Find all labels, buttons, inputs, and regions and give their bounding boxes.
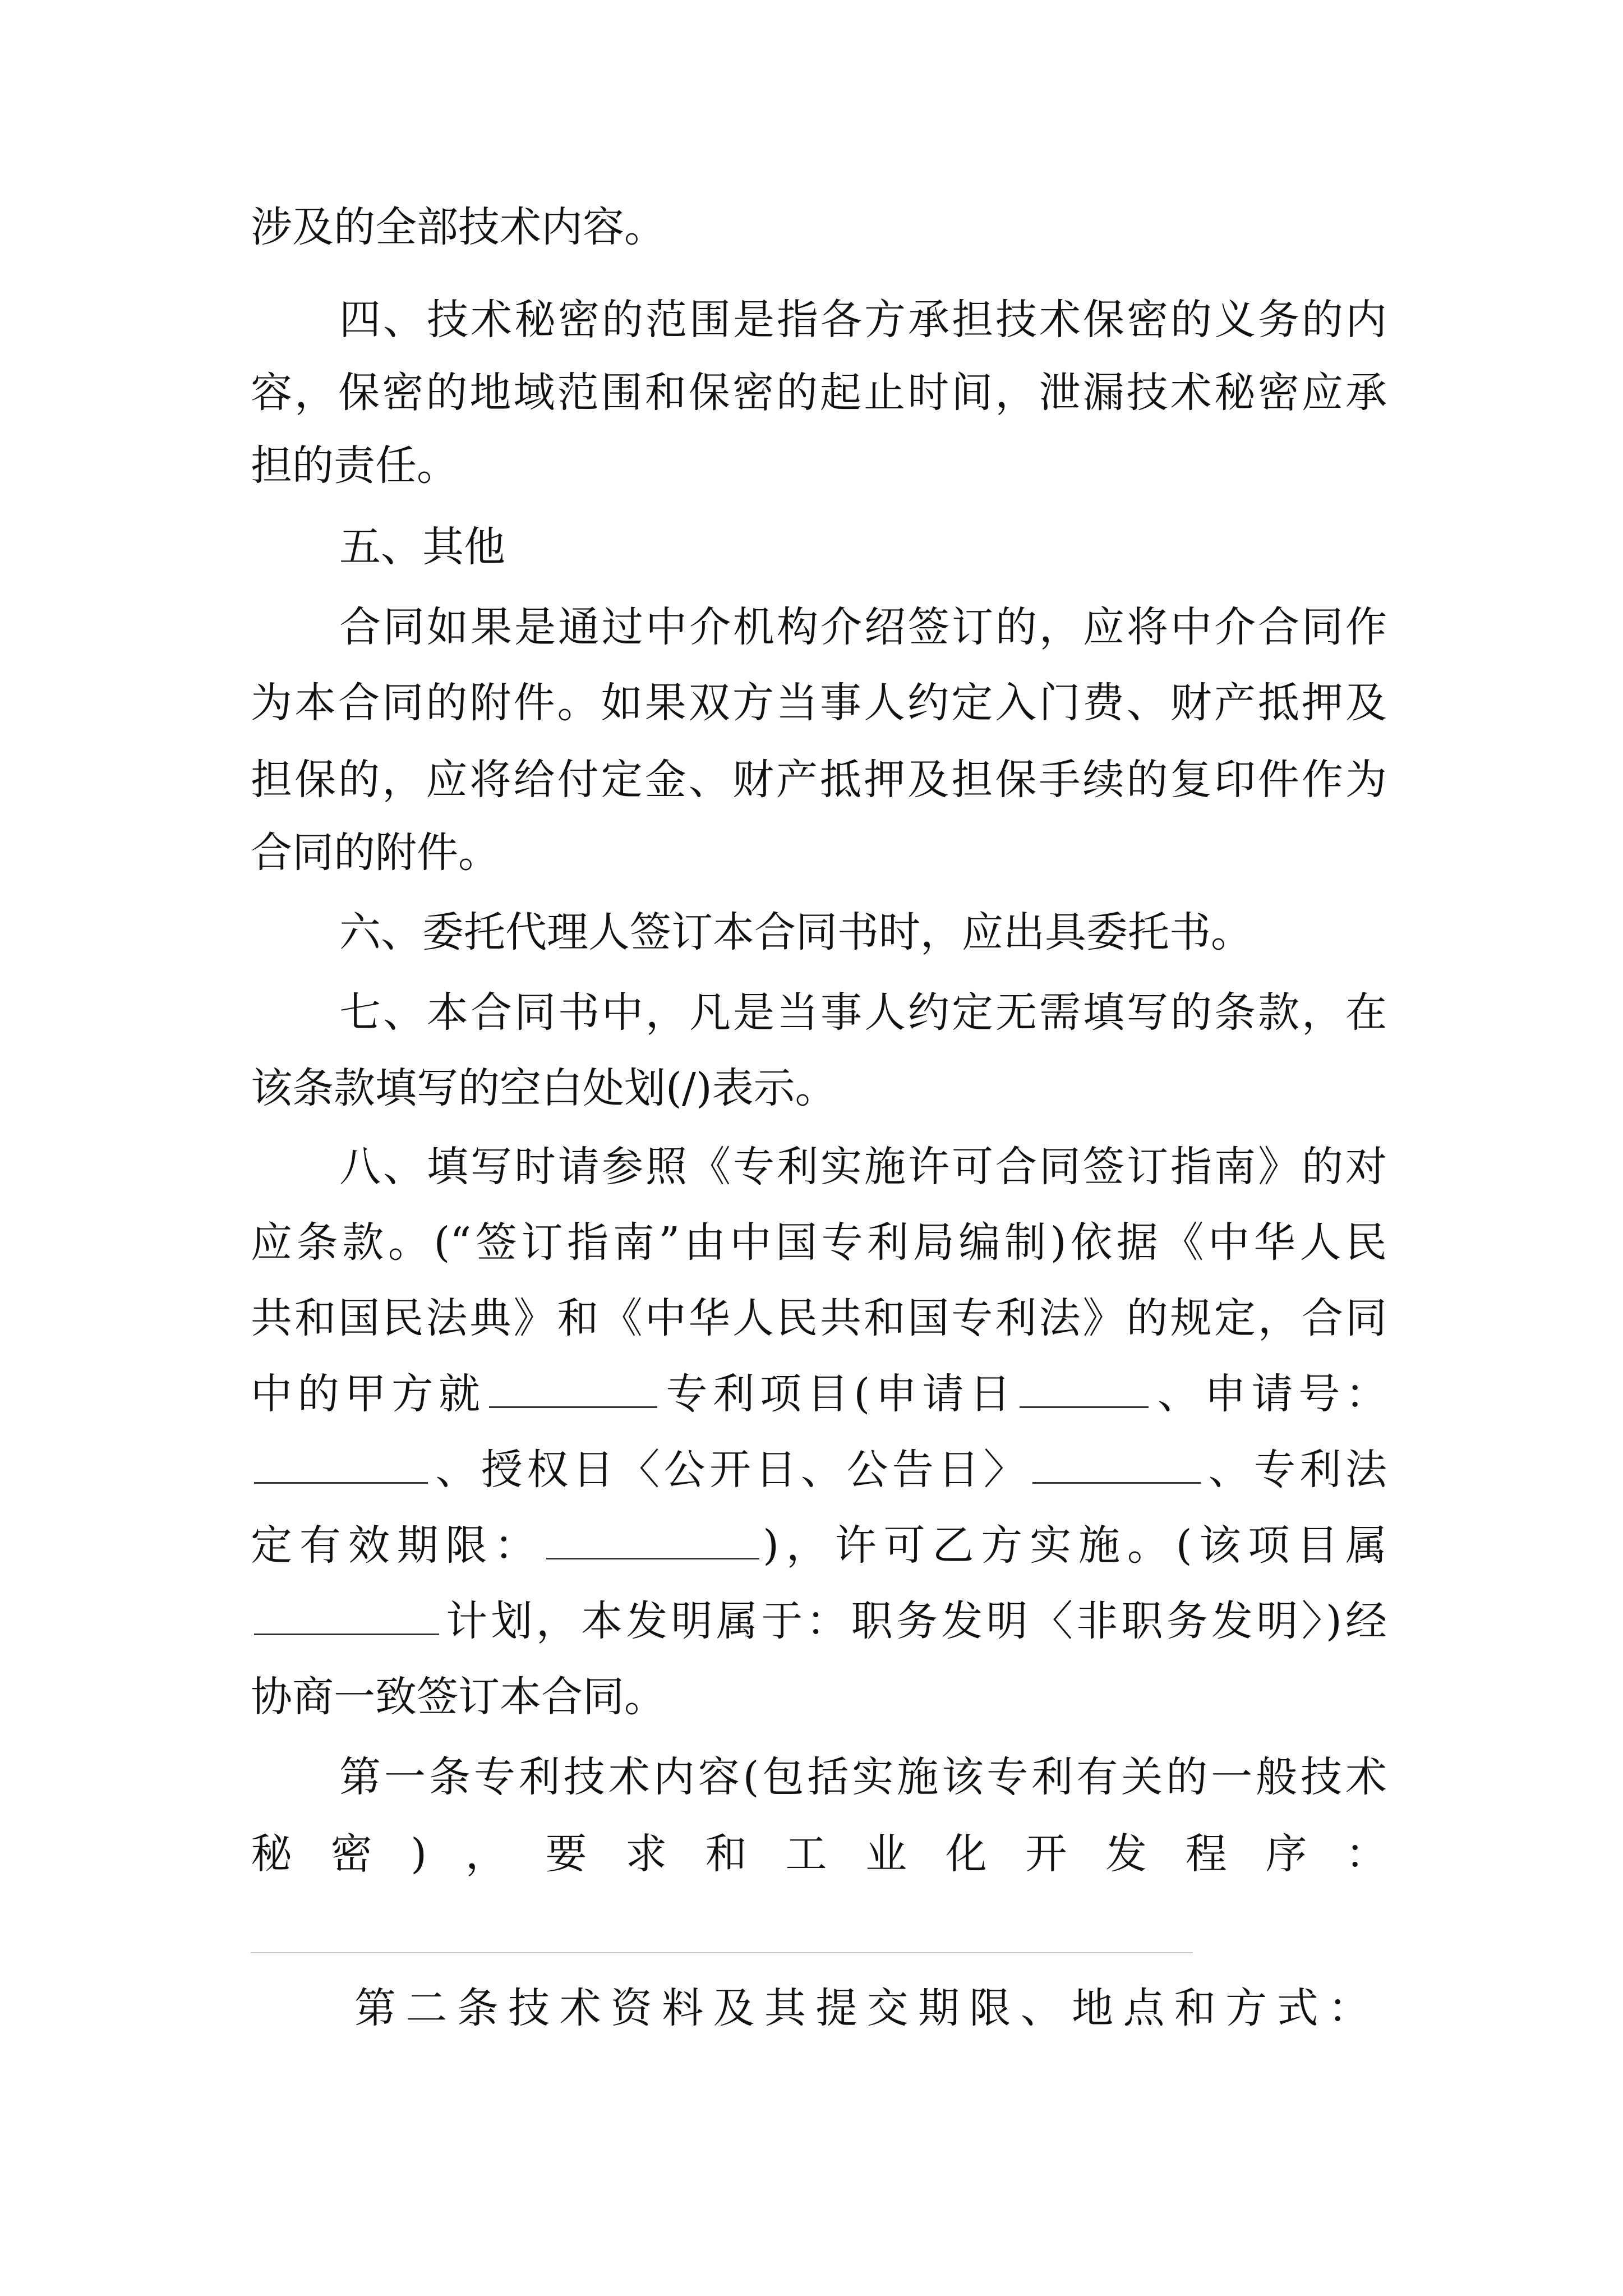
section-heading: 五、其他 bbox=[339, 523, 505, 571]
paragraph-line: 该条款填写的空白处划(/)表示。 bbox=[251, 1064, 837, 1112]
text-segment: 、专利法 bbox=[1204, 1446, 1387, 1494]
paragraph-line: 涉及的全部技术内容。 bbox=[251, 203, 666, 251]
paragraph-line: 担保的，应将给付定金、财产抵押及担保手续的复印件作为 bbox=[251, 756, 1387, 804]
fill-in-blank[interactable] bbox=[1020, 1404, 1149, 1408]
paragraph-line bbox=[251, 1517, 1387, 1573]
fill-in-blank[interactable] bbox=[1032, 1480, 1201, 1484]
paragraph-line: 应条款。(“签订指南”由中国专利局编制)依据《中华人民 bbox=[251, 1218, 1387, 1267]
text-segment: 专利项目(申请日 bbox=[660, 1370, 1017, 1418]
paragraph-line: 为本合同的附件。如果双方当事人约定入门费、财产抵押及 bbox=[251, 679, 1387, 727]
paragraph-line: 担的责任。 bbox=[251, 441, 458, 490]
article-line: 第二条技术资料及其提交期限、地点和方式： bbox=[354, 1984, 1370, 2032]
paragraph-line: 共和国民法典》和《中华人民共和国专利法》的规定，合同 bbox=[251, 1294, 1387, 1342]
text-segment: )，许可乙方实施。(该项目属 bbox=[763, 1521, 1387, 1570]
text-segment: 定有效期限： bbox=[251, 1521, 543, 1570]
fill-in-rule[interactable] bbox=[251, 1952, 1193, 1953]
paragraph-line bbox=[251, 1366, 1387, 1422]
paragraph-line bbox=[251, 1442, 1387, 1498]
paragraph-line: 协商一致签订本合同。 bbox=[251, 1673, 666, 1721]
text-segment: 、申请号： bbox=[1152, 1370, 1387, 1418]
paragraph-line: 容，保密的地域范围和保密的起止时间，泄漏技术秘密应承 bbox=[251, 369, 1387, 417]
fill-in-blank[interactable] bbox=[489, 1404, 657, 1408]
paragraph-line: 七、本合同书中，凡是当事人约定无需填写的条款，在 bbox=[339, 988, 1387, 1037]
article-line: 秘密)，要求和工业化开发程序： bbox=[251, 1830, 1387, 1878]
article-line: 第一条专利技术内容(包括实施该专利有关的一般技术 bbox=[339, 1753, 1387, 1801]
paragraph-line: 六、委托代理人签订本合同书时，应出具委托书。 bbox=[339, 908, 1252, 956]
text-segment: 、授权日〈公开日、公告日〉 bbox=[431, 1446, 1030, 1494]
fill-in-blank[interactable] bbox=[546, 1556, 759, 1559]
paragraph-line bbox=[251, 1593, 1387, 1649]
paragraph-line: 四、技术秘密的范围是指各方承担技术保密的义务的内 bbox=[339, 296, 1387, 344]
paragraph-line: 合同如果是通过中介机构介绍签订的，应将中介合同作 bbox=[339, 603, 1387, 651]
paragraph-line: 合同的附件。 bbox=[251, 829, 500, 877]
fill-in-blank[interactable] bbox=[254, 1631, 439, 1635]
text-segment: 计划，本发明属于：职务发明〈非职务发明〉)经 bbox=[442, 1597, 1387, 1645]
text-segment: 中的甲方就 bbox=[251, 1370, 486, 1418]
paragraph-line: 八、填写时请参照《专利实施许可合同签订指南》的对 bbox=[339, 1143, 1387, 1191]
fill-in-blank[interactable] bbox=[254, 1480, 428, 1484]
